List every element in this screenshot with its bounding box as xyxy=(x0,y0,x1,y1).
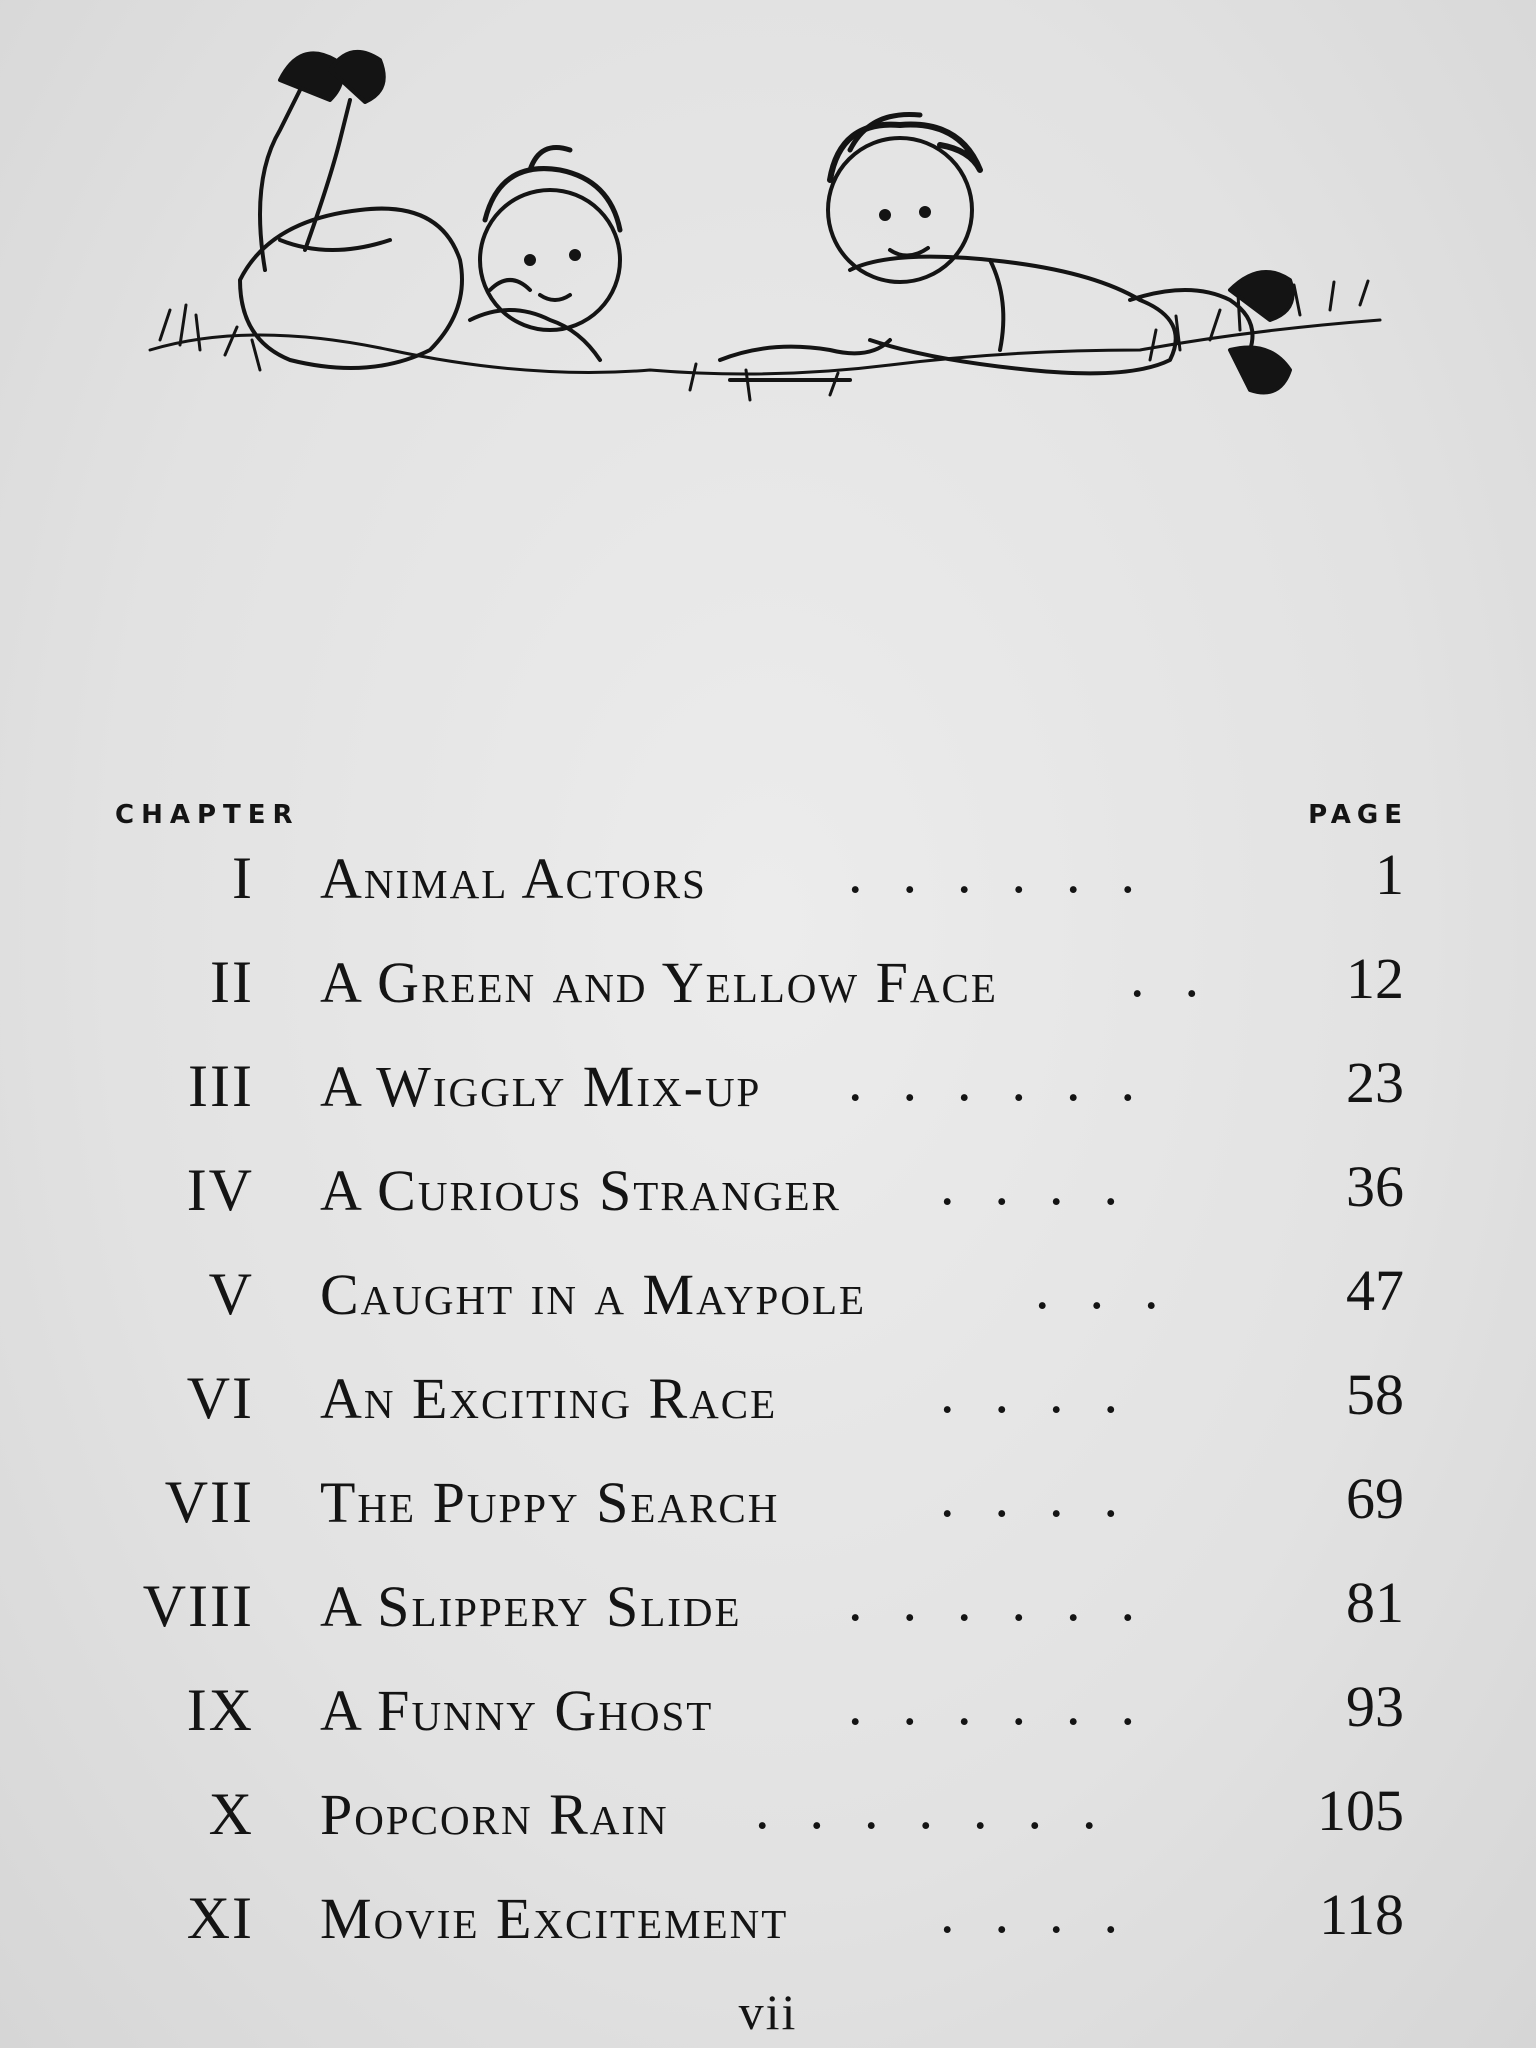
toc-row xyxy=(0,1046,1536,1150)
leader-dots: ...... xyxy=(848,840,1175,905)
chapter-numeral: VIII xyxy=(142,1573,254,1639)
leader-dots: .... xyxy=(940,1360,1158,1425)
leader-dots: ...... xyxy=(848,1672,1175,1737)
chapter-title: Movie Excitement xyxy=(320,1886,789,1951)
chapter-numeral: XI xyxy=(186,1885,254,1951)
chapter-title: The Puppy Search xyxy=(320,1470,780,1535)
page-number: 23 xyxy=(1346,1050,1404,1115)
chapter-numeral: VI xyxy=(186,1365,254,1431)
page-folio: vii xyxy=(738,1984,798,2040)
page-number: 118 xyxy=(1319,1882,1404,1947)
page-number: 93 xyxy=(1346,1674,1404,1739)
chapter-column-header: CHAPTER xyxy=(115,800,300,830)
chapter-title: An Exciting Race xyxy=(320,1366,778,1431)
page-number: 1 xyxy=(1375,842,1404,907)
children-illustration xyxy=(130,20,1400,490)
chapter-title: Caught in a Maypole xyxy=(320,1262,867,1327)
chapter-title: A Curious Stranger xyxy=(320,1158,841,1223)
toc-row xyxy=(0,1670,1536,1774)
chapter-numeral: III xyxy=(188,1053,254,1119)
leader-dots: ...... xyxy=(848,1568,1175,1633)
chapter-numeral: IX xyxy=(186,1677,254,1743)
page-column-header: PAGE xyxy=(1308,800,1408,830)
page-number: 58 xyxy=(1346,1362,1404,1427)
toc-row xyxy=(0,1878,1536,1982)
toc-row xyxy=(0,1150,1536,1254)
leader-dots: .. xyxy=(1130,944,1239,1009)
chapter-title: Popcorn Rain xyxy=(320,1782,669,1847)
leader-dots: .... xyxy=(940,1880,1158,1945)
toc-row xyxy=(0,1254,1536,1358)
chapter-numeral: X xyxy=(208,1781,254,1847)
leader-dots: .... xyxy=(940,1152,1158,1217)
chapter-numeral: II xyxy=(210,949,254,1015)
toc-row xyxy=(0,1774,1536,1878)
chapter-numeral: I xyxy=(232,845,254,911)
toc-row xyxy=(0,1462,1536,1566)
toc-row xyxy=(0,942,1536,1046)
toc-row xyxy=(0,1566,1536,1670)
page-number: 36 xyxy=(1346,1154,1404,1219)
page-number: 69 xyxy=(1346,1466,1404,1531)
toc-row xyxy=(0,838,1536,942)
chapter-numeral: V xyxy=(208,1261,254,1327)
chapter-title: A Funny Ghost xyxy=(320,1678,714,1743)
chapter-numeral: VII xyxy=(164,1469,254,1535)
chapter-title: A Wiggly Mix-up xyxy=(320,1054,762,1119)
chapter-title: A Slippery Slide xyxy=(320,1574,742,1639)
page-number: 81 xyxy=(1346,1570,1404,1635)
leader-dots: .... xyxy=(940,1464,1158,1529)
chapter-numeral: IV xyxy=(186,1157,254,1223)
leader-dots: ....... xyxy=(755,1776,1137,1841)
chapter-title: A Green and Yellow Face xyxy=(320,950,998,1015)
chapter-title: Animal Actors xyxy=(320,846,707,911)
page-number: 47 xyxy=(1346,1258,1404,1323)
page-number: 105 xyxy=(1317,1778,1404,1843)
page-number: 12 xyxy=(1346,946,1404,1011)
leader-dots: ...... xyxy=(848,1048,1175,1113)
leader-dots: ... xyxy=(1035,1256,1199,1321)
toc-row xyxy=(0,1358,1536,1462)
